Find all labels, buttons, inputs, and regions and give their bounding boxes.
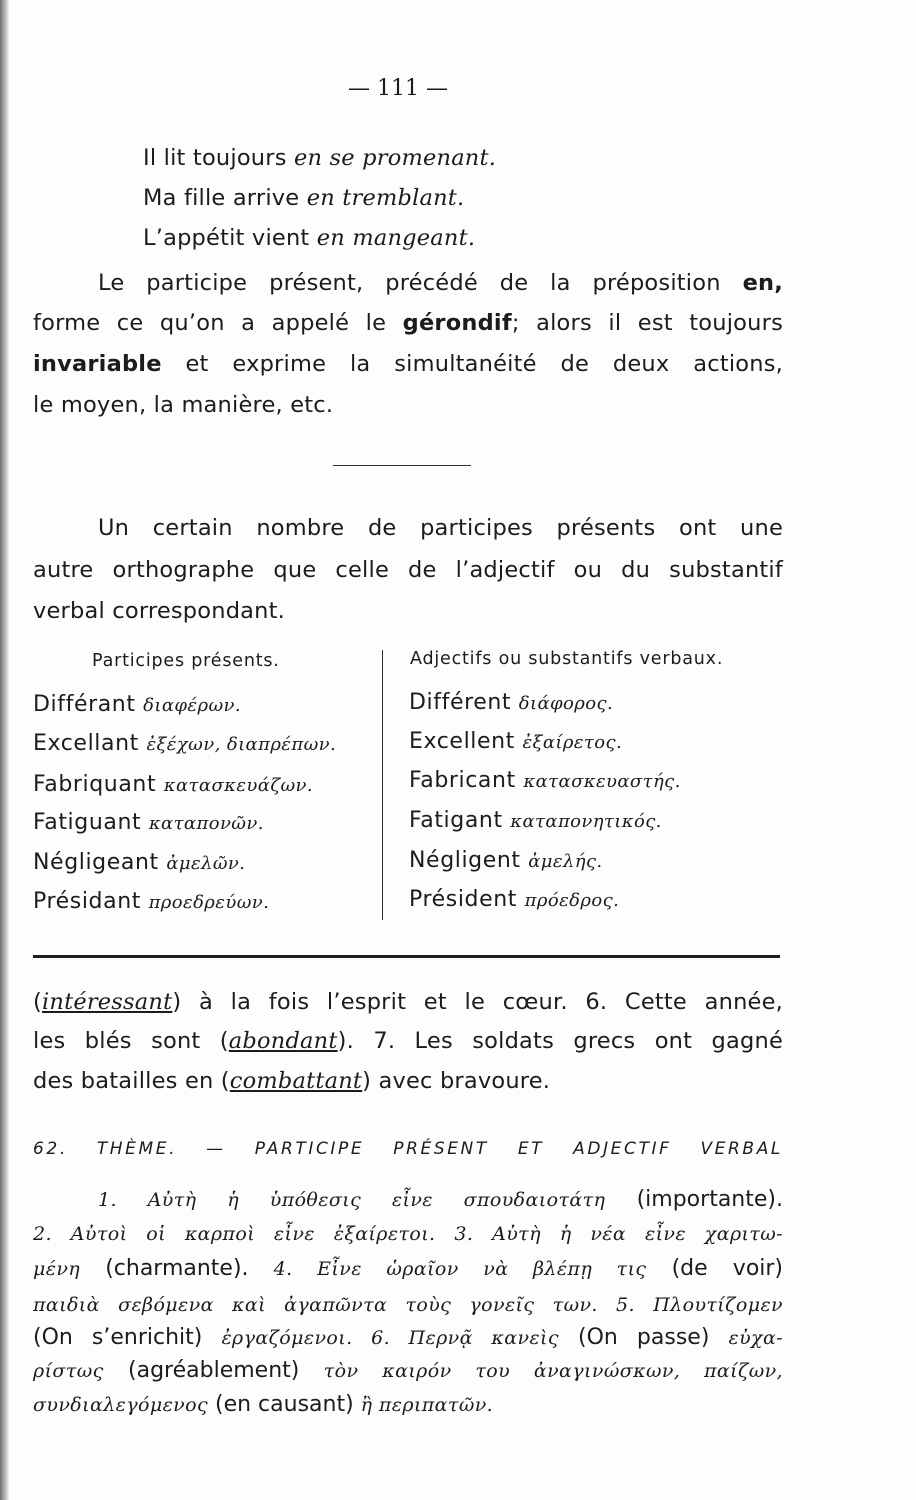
adjective: Président <box>409 887 518 912</box>
exercise-blank-word: abondant <box>228 1028 338 1054</box>
greek-translation: κατασκευάζων. <box>163 775 314 796</box>
greek-translation: προεδρεύων. <box>148 892 270 913</box>
greek-text: ρίστως <box>33 1360 104 1382</box>
example-italic: en se promenant. <box>293 145 497 171</box>
text: ). 7. Les soldats grecs ont gagné <box>337 1028 783 1054</box>
french-gloss: (importante). <box>605 1187 783 1212</box>
greek-text: 2. Αὐτοὶ οἱ καρποὶ εἶνε ἐξαίρετοι. 3. Αὐτὴ ἡ νέα εἶνε χαριτω- <box>33 1223 783 1245</box>
example-italic: en mangeant. <box>316 225 476 251</box>
french-gloss: (On passe) <box>558 1325 729 1350</box>
exercise-blank-word: intéressant <box>41 989 173 1015</box>
orthography-line: verbal correspondant. <box>33 598 286 624</box>
right-table-row <box>409 887 619 912</box>
exercise-line <box>33 988 783 1016</box>
greek-translation: ἀμελῶν. <box>166 853 246 874</box>
french-gloss: (en causant) <box>208 1392 361 1417</box>
exercise-blank-word: combattant <box>229 1068 363 1094</box>
text: ) à la fois l’esprit et le cœur. 6. Cette année, <box>172 989 783 1015</box>
greek-translation: διάφορος. <box>518 693 614 714</box>
participle: Négligeant <box>33 850 159 875</box>
column-divider <box>382 650 383 920</box>
right-table-row <box>409 848 603 873</box>
adjective: Excellent <box>409 729 515 754</box>
greek-text: παιδιὰ σεβόμενα καὶ ἀγαπῶντα τοὺς γονεῖς των. 5. Πλουτίζομεν <box>33 1294 783 1316</box>
greek-translation: κατασκευαστής. <box>523 771 681 792</box>
theme-line <box>33 1255 783 1283</box>
example-text: Ma fille arrive <box>143 185 307 211</box>
example-text: Il lit toujours <box>143 145 294 171</box>
theme-line <box>33 1391 493 1419</box>
french-gloss: (On s’enrichit) <box>33 1325 222 1350</box>
greek-text: εὐχα- <box>728 1327 784 1349</box>
text: ) avec bravoure. <box>362 1068 551 1094</box>
theme-line <box>98 1186 783 1214</box>
rule-paragraph-line <box>33 350 783 378</box>
exercise-line <box>33 1027 783 1055</box>
example-line <box>143 184 464 212</box>
french-gloss: (charmante). <box>80 1256 274 1281</box>
theme-line <box>33 1324 783 1352</box>
orthography-line: autre orthographe que celle de l’adjectif ou du substantif <box>33 557 783 583</box>
text: Le participe présent, précédé de la préposition <box>98 270 743 296</box>
greek-translation: καταπονῶν. <box>148 813 264 834</box>
participle: Fabriquant <box>33 772 157 797</box>
greek-translation: πρόεδρος. <box>524 890 620 911</box>
example-italic: en tremblant. <box>306 185 465 211</box>
exercise-line <box>33 1067 550 1095</box>
right-column-header: Adjectifs ou substantifs verbaux. <box>410 649 724 669</box>
greek-text: ἢ περιπατῶν. <box>360 1394 494 1416</box>
french-gloss: (de voir) <box>646 1256 784 1281</box>
text: les blés sont ( <box>33 1028 229 1054</box>
left-table-row <box>33 731 336 756</box>
text: ( <box>33 989 42 1015</box>
rule-paragraph-line <box>33 309 783 337</box>
right-table-row <box>409 729 622 754</box>
text: forme ce qu’on a appelé le <box>33 310 403 336</box>
rule-paragraph-line: le moyen, la manière, etc. <box>33 392 334 418</box>
binding-shadow <box>0 0 9 1500</box>
left-table-row <box>33 889 269 914</box>
footnote-separator <box>33 955 780 958</box>
greek-translation: ἀμελής. <box>528 851 603 872</box>
participle: Présidant <box>33 889 141 914</box>
keyword-gerondif: gérondif <box>402 310 512 336</box>
greek-text: μένη <box>33 1258 81 1280</box>
greek-text: ἐργαζόμενοι. 6. Περνᾷ κανεὶς <box>221 1327 559 1349</box>
greek-translation: καταπονητικός. <box>510 811 662 832</box>
french-gloss: (agréablement) <box>103 1358 324 1383</box>
rule-paragraph-line <box>98 269 783 297</box>
orthography-line: Un certain nombre de participes présents ont une <box>98 515 783 541</box>
right-table-row <box>409 768 681 793</box>
participle: Excellant <box>33 731 139 756</box>
adjective: Négligent <box>409 848 521 873</box>
example-line <box>143 224 475 252</box>
section-divider <box>333 465 471 466</box>
participle: Différant <box>33 692 136 717</box>
participle: Fatiguant <box>33 810 142 835</box>
greek-translation: ἐξέχων, διαπρέπων. <box>146 734 337 755</box>
greek-translation: διαφέρων. <box>143 695 242 716</box>
example-line <box>143 144 496 172</box>
left-table-row <box>33 850 245 875</box>
theme-line <box>33 1357 783 1385</box>
text: des batailles en ( <box>33 1068 230 1094</box>
adjective: Fabricant <box>409 768 516 793</box>
left-table-row <box>33 810 264 835</box>
adjective: Fatigant <box>409 808 503 833</box>
left-column-header: Participes présents. <box>92 651 280 671</box>
theme-line <box>33 1291 783 1319</box>
adjective: Différent <box>409 690 512 715</box>
left-table-row <box>33 772 313 797</box>
text: ; alors il est toujours <box>511 310 783 336</box>
keyword-en: en, <box>742 270 783 296</box>
greek-translation: ἐξαίρετος. <box>522 732 623 753</box>
page-number: — 111 — <box>348 76 448 101</box>
greek-text: 4. Εἶνε ὡραῖον νὰ βλέπῃ τις <box>273 1258 647 1280</box>
greek-text: 1. Αὐτὴ ἡ ὑπόθεσις εἶνε σπουδαιοτάτη <box>98 1189 606 1211</box>
greek-text: τὸν καιρόν του ἀναγινώσκων, παίζων, <box>323 1360 783 1382</box>
theme-heading: 62. THÈME. — PARTICIPE PRÉSENT ET ADJECTIF VERBAL <box>33 1139 783 1159</box>
left-table-row <box>33 692 241 717</box>
keyword-invariable: invariable <box>33 351 162 377</box>
right-table-row <box>409 808 662 833</box>
greek-text: συνδιαλεγόμενος <box>33 1394 208 1416</box>
text: et exprime la simultanéité de deux actions, <box>161 351 783 377</box>
right-table-row <box>409 690 613 715</box>
example-text: L’appétit vient <box>143 225 317 251</box>
theme-line <box>33 1220 783 1248</box>
